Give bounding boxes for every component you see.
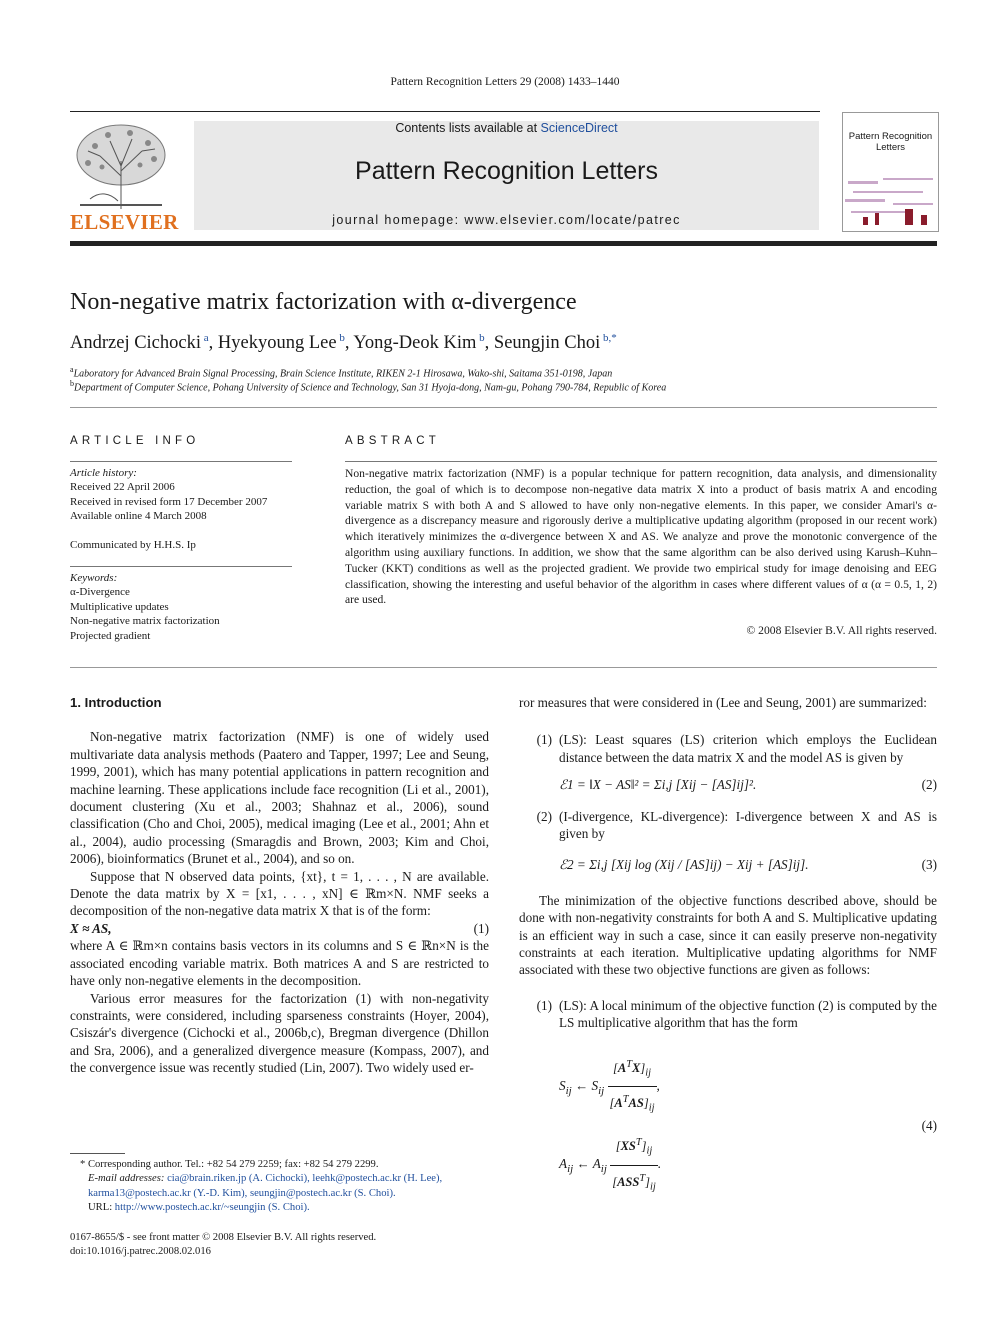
keyword: Non-negative matrix factorization — [70, 615, 220, 628]
author-name: Hyekyoung Lee — [217, 333, 337, 354]
list-item-text: (I-divergence, KL-divergence): I-divergence between X and AS is given by — [559, 808, 937, 842]
equation-number: (4) — [921, 1118, 937, 1134]
cover-artwork — [843, 173, 938, 231]
paragraph: Non-negative matrix factorization (NMF) is one of widely used multivariate data analysis methods (Paatero and Tapper, 1997; Lee and Seung, 1999, 2001), which has many potential applications in pattern recognition and machine learning. These applications include face recognition (Li et al., 2001), document clustering (Xu et al., 2003; Shahnaz et al., 2006), sound classification (Cho and Choi, 2005), medical imaging (Lee et al., 2001; Ahn et al., 2004), audio processing (Smaragdis and Brown, 2003; Kim and Choi, 2006), bioinformatics (Brunet et al., 2004), and so on. — [70, 729, 489, 867]
author-list: Andrzej Cichocki $^a$, Hyekyoung Lee $^b$, Yong-Deok Kim $^b$, Seungjin Choi $^{b,*}$ — [70, 332, 617, 354]
author-name: Seungjin Choi — [493, 333, 601, 354]
divider — [345, 461, 937, 462]
equation-number: (2) — [921, 777, 937, 793]
equation-4 — [519, 1052, 937, 1201]
journal-name: Pattern Recognition Letters — [355, 157, 658, 185]
right-column — [519, 694, 937, 1200]
affiliation-marker[interactable]: b — [339, 332, 345, 344]
footnotes — [70, 1158, 489, 1215]
author-name: Andrzej Cichocki — [70, 333, 201, 354]
article-info-block — [70, 466, 292, 552]
affiliation-text: Department of Computer Science, Pohang University of Science and Technology, San 31 Hyoja-dong, Nam-gu, Pohang 790-784, Republic of Korea — [74, 382, 667, 394]
list-item: (1) (LS): Least squares (LS) criterion which employs the Euclidean distance between the data matrix X and the model AS is given by — [536, 732, 937, 765]
list-item-text: (LS): A local minimum of the objective function (2) is computed by the LS multiplicative algorithm that has the form — [559, 997, 937, 1031]
paragraph: ror measures that were considered in (Lee and Seung, 2001) are summarized: — [519, 695, 927, 710]
revised-date: Received in revised form 17 December 2007 — [70, 495, 268, 508]
cover-title-line-1: Pattern Recognition — [848, 131, 933, 142]
equation-body: $S_{ij}$ ← $S_{ij}$ $\frac{[A^TX]_{ij}}{[A^TAS]_{ij}}$ , $A_{ij}$ ← $A_{ij}$ $\frac{[XS^T]_{ij}}{[ASS^T]_{ij}}$ . — [559, 1052, 661, 1201]
journal-reference: Pattern Recognition Letters 29 (2008) 1433–1440 — [390, 76, 620, 88]
divider — [70, 461, 292, 462]
issn-line: 0167-8655/$ - see front matter © 2008 Elsevier B.V. All rights reserved. — [70, 1232, 377, 1243]
equation-number: (3) — [921, 857, 937, 873]
corresponding-author-note: * Corresponding author. Tel.: +82 54 279 2259; fax: +82 54 279 2299. — [80, 1159, 379, 1170]
abstract-heading: ABSTRACT — [345, 435, 440, 447]
equation-3 — [519, 856, 937, 873]
equation-body: ℰ1 = ‖X − AS‖² = Σi,j [Xij − [AS]ij]². — [559, 777, 757, 793]
contents-available-line — [194, 121, 819, 135]
list-item: (2) (I-divergence, KL-divergence): I-divergence between X and AS is given by — [536, 808, 937, 842]
equation-1 — [70, 920, 489, 937]
keywords-block — [70, 571, 292, 643]
equation-2 — [519, 776, 937, 793]
url-note: URL: http://www.postech.ac.kr/~seungjin (S. Choi). — [88, 1201, 310, 1213]
contents-prefix: Contents lists available at — [395, 121, 538, 135]
author-name: Yong-Deok Kim — [353, 333, 477, 354]
divider — [70, 667, 937, 668]
section-heading: 1. Introduction — [70, 695, 162, 710]
front-matter-info — [70, 1231, 376, 1260]
header-bottom-rule — [70, 241, 937, 246]
online-date: Available online 4 March 2008 — [70, 510, 207, 523]
equation-body: ℰ2 = Σi,j [Xij log (Xij / [AS]ij) − Xij + [AS]ij]. — [559, 857, 809, 873]
affiliation-b: $^b$Department of Computer Science, Pohang University of Science and Technology, San 31 Hyoja-dong, Nam-gu, Pohang 790-784, Republic of Korea — [70, 379, 667, 394]
doi-line[interactable]: doi:10.1016/j.patrec.2008.02.016 — [70, 1246, 211, 1258]
keyword: Multiplicative updates — [70, 600, 169, 613]
paper-title: Non-negative matrix factorization with α-divergence — [70, 289, 577, 315]
list-item-text: (LS): Least squares (LS) criterion which employs the Euclidean distance between the data matrix X and the model AS is given by — [559, 732, 937, 765]
left-column — [70, 694, 489, 1077]
paragraph: where A ∈ ℝm×n contains basis vectors in its columns and S ∈ ℝn×N is the associated encoding variable matrix. Both matrices A and S are restricted to have only non-negative elements in the decomposition. — [70, 938, 489, 989]
keywords-label: Keywords: — [70, 572, 118, 584]
footnote-rule — [70, 1153, 125, 1154]
communicated-by: Communicated by H.H.S. Ip — [70, 538, 196, 551]
paragraph: Suppose that N observed data points, {xt}, t = 1, . . . , N are available. Denote the data matrix by X = [x1, . . . , xN] ∈ ℝm×N. NMF seeks a decomposition of the non-negative data matrix X that is of the form: — [70, 868, 489, 919]
affiliation-marker[interactable]: b,* — [603, 332, 617, 344]
received-date: Received 22 April 2006 — [70, 481, 175, 494]
article-info-heading: ARTICLE INFO — [70, 435, 200, 447]
keyword: α-Divergence — [70, 586, 130, 599]
history-label: Article history: — [70, 467, 137, 479]
cover-title-line-2: Letters — [875, 142, 906, 153]
homepage-url[interactable]: http://www.postech.ac.kr/~seungjin (S. Choi). — [114, 1201, 310, 1213]
affiliation-a: $^a$Laboratory for Advanced Brain Signal Processing, Brain Science Institute, RIKEN 2-1 Hirosawa, Wako-shi, Saitama 351-0198, Japan — [70, 365, 613, 380]
equation-number: (1) — [473, 920, 489, 936]
sciencedirect-link[interactable]: ScienceDirect — [540, 121, 618, 135]
email-links[interactable]: cia@brain.riken.jp (A. Cichocki), leehk@postech.ac.kr (H. Lee), karma13@postech.ac.kr (Y.-D. Kim), seungjin@postech.ac.kr (S. Choi). — [88, 1173, 443, 1199]
affiliation-marker[interactable]: b — [479, 332, 485, 344]
paragraph: Various error measures for the factorization (1) with non-negativity constraints, were considered, including sparseness constraints (Hoyer, 2004), Csiszár's divergence (Cichocki et al., 2006b,c), Bregman divergence (Dhillon and Sra, 2006), and a generalized divergence measure (Kompass, 2007), and the convergence issue was recently studied (Lin, 2007). Two widely used er- — [70, 990, 489, 1076]
list-item: (1) (LS): A local minimum of the objective function (2) is computed by the LS multiplicative algorithm that has the form — [536, 997, 937, 1031]
abstract-text: Non-negative matrix factorization (NMF) is a popular technique for pattern recognition, data analysis, and dimensionality reduction, the goal of which is to decompose non-negative data matrix X into a product of basis matrix A and encoding variable matrix S with both A and S allowed to have only non-negative elements. In this paper, we consider Amari's α-divergence as a discrepancy measure and rigorously derive a multiplicative updating algorithm (proposed in our recent work) which iteratively minimizes the α-divergence between X and AS. We analyze and prove the monotonic convergence of the algorithm using auxiliary functions. In addition, we show that the same algorithm can be also derived using Karush–Kuhn–Tucker (KKT) conditions as well as the projected gradient. We provide two empirical study for image denoising and EEG classification, showing the interesting and useful behavior of the algorithm in cases where different values of α (α = 0.5, 1, 2) are used. — [345, 467, 937, 607]
journal-homepage[interactable]: journal homepage: www.elsevier.com/locate/patrec — [332, 213, 681, 227]
affiliation-text: Laboratory for Advanced Brain Signal Processing, Brain Science Institute, RIKEN 2-1 Hirosawa, Wako-shi, Saitama 351-0198, Japan — [73, 368, 613, 380]
publisher-name: ELSEVIER — [70, 210, 179, 234]
divider — [70, 407, 937, 408]
affiliation-marker[interactable]: a — [203, 332, 209, 344]
equation-body: X ≈ AS, — [70, 920, 112, 936]
paragraph: The minimization of the objective functions described above, should be done with non-negativity constraints for both A and S. Multiplicative updating is an efficient way in such a case, since it can easily preserve non-negativity constraints at each iteration. Multiplicative updating algorithms for NMF associated with these two objective functions are given as follows: — [519, 892, 937, 978]
keyword: Projected gradient — [70, 629, 151, 642]
journal-cover-image — [842, 112, 939, 232]
header-top-rule — [70, 111, 820, 112]
email-addresses: E-mail addresses: cia@brain.riken.jp (A. Cichocki), leehk@postech.ac.kr (H. Lee), karma13@postech.ac.kr (Y.-D. Kim), seungjin@postech.ac.kr (S. Choi). — [88, 1173, 443, 1199]
copyright-notice: © 2008 Elsevier B.V. All rights reserved. — [746, 624, 937, 637]
divider — [70, 566, 292, 567]
